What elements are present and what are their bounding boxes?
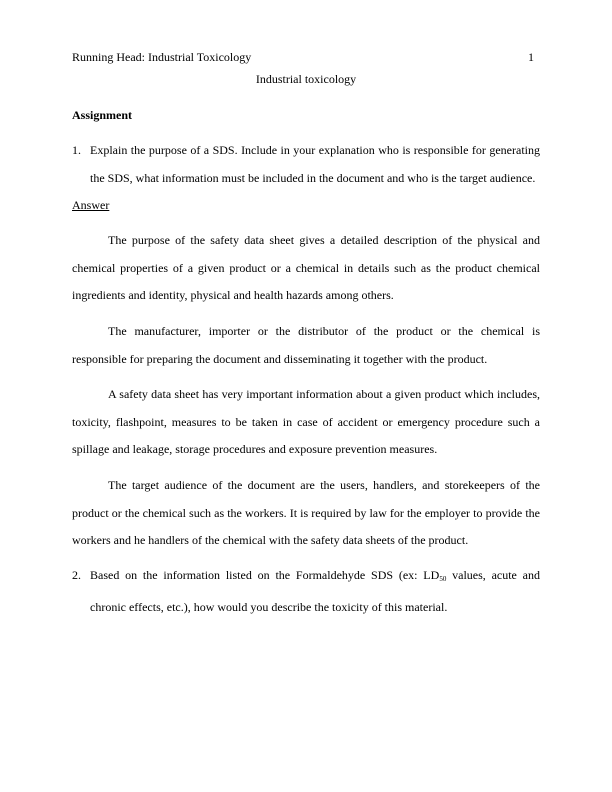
question-2-text-after: values, acute and chronic effects, etc.), how would you describe the toxicity of this material.: [90, 568, 541, 614]
question-2-number: 2.: [72, 568, 81, 582]
question-1: [72, 137, 540, 192]
document-title: Industrial toxicology: [255, 72, 357, 86]
question-2-text: [90, 562, 540, 621]
answer-paragraph: The manufacturer, importer or the distributor of the product or the chemical is responsible for preparing the document and disseminating it together with the product.: [72, 324, 540, 366]
question-1-number: 1.: [72, 143, 81, 157]
answer-paragraph: The purpose of the safety data sheet gives a detailed description of the physical and chemical properties of a given product or a chemical in details such as the product chemical ingredients and identity, physical and health hazards among others.: [72, 233, 540, 302]
page-header: [72, 50, 540, 66]
question-2: [72, 562, 540, 621]
answer-paragraph: The target audience of the document are the users, handlers, and storekeepers of the product or the chemical such as the workers. It is required by law for the employer to provide the workers and he handlers of the chemical with the safety data sheets of the product.: [72, 478, 540, 547]
ld50-subscript: 50: [439, 575, 447, 583]
running-head: Running Head: Industrial Toxicology: [72, 50, 252, 64]
question-1-text: Explain the purpose of a SDS. Include in your explanation who is responsible for generating the SDS, what information must be included in the document and who is the target audience.: [90, 143, 540, 185]
section-heading: Assignment: [72, 108, 133, 122]
page-number: 1: [528, 50, 534, 64]
answer-paragraph: A safety data sheet has very important information about a given product which includes, toxicity, flashpoint, measures to be taken in case of accident or emergency procedure such a spillage and leakage, storage procedures and exposure prevention measures.: [72, 387, 540, 456]
question-2-text-before: Based on the information listed on the Formaldehyde SDS (ex: LD: [90, 568, 440, 582]
answer-label: Answer: [72, 198, 110, 212]
